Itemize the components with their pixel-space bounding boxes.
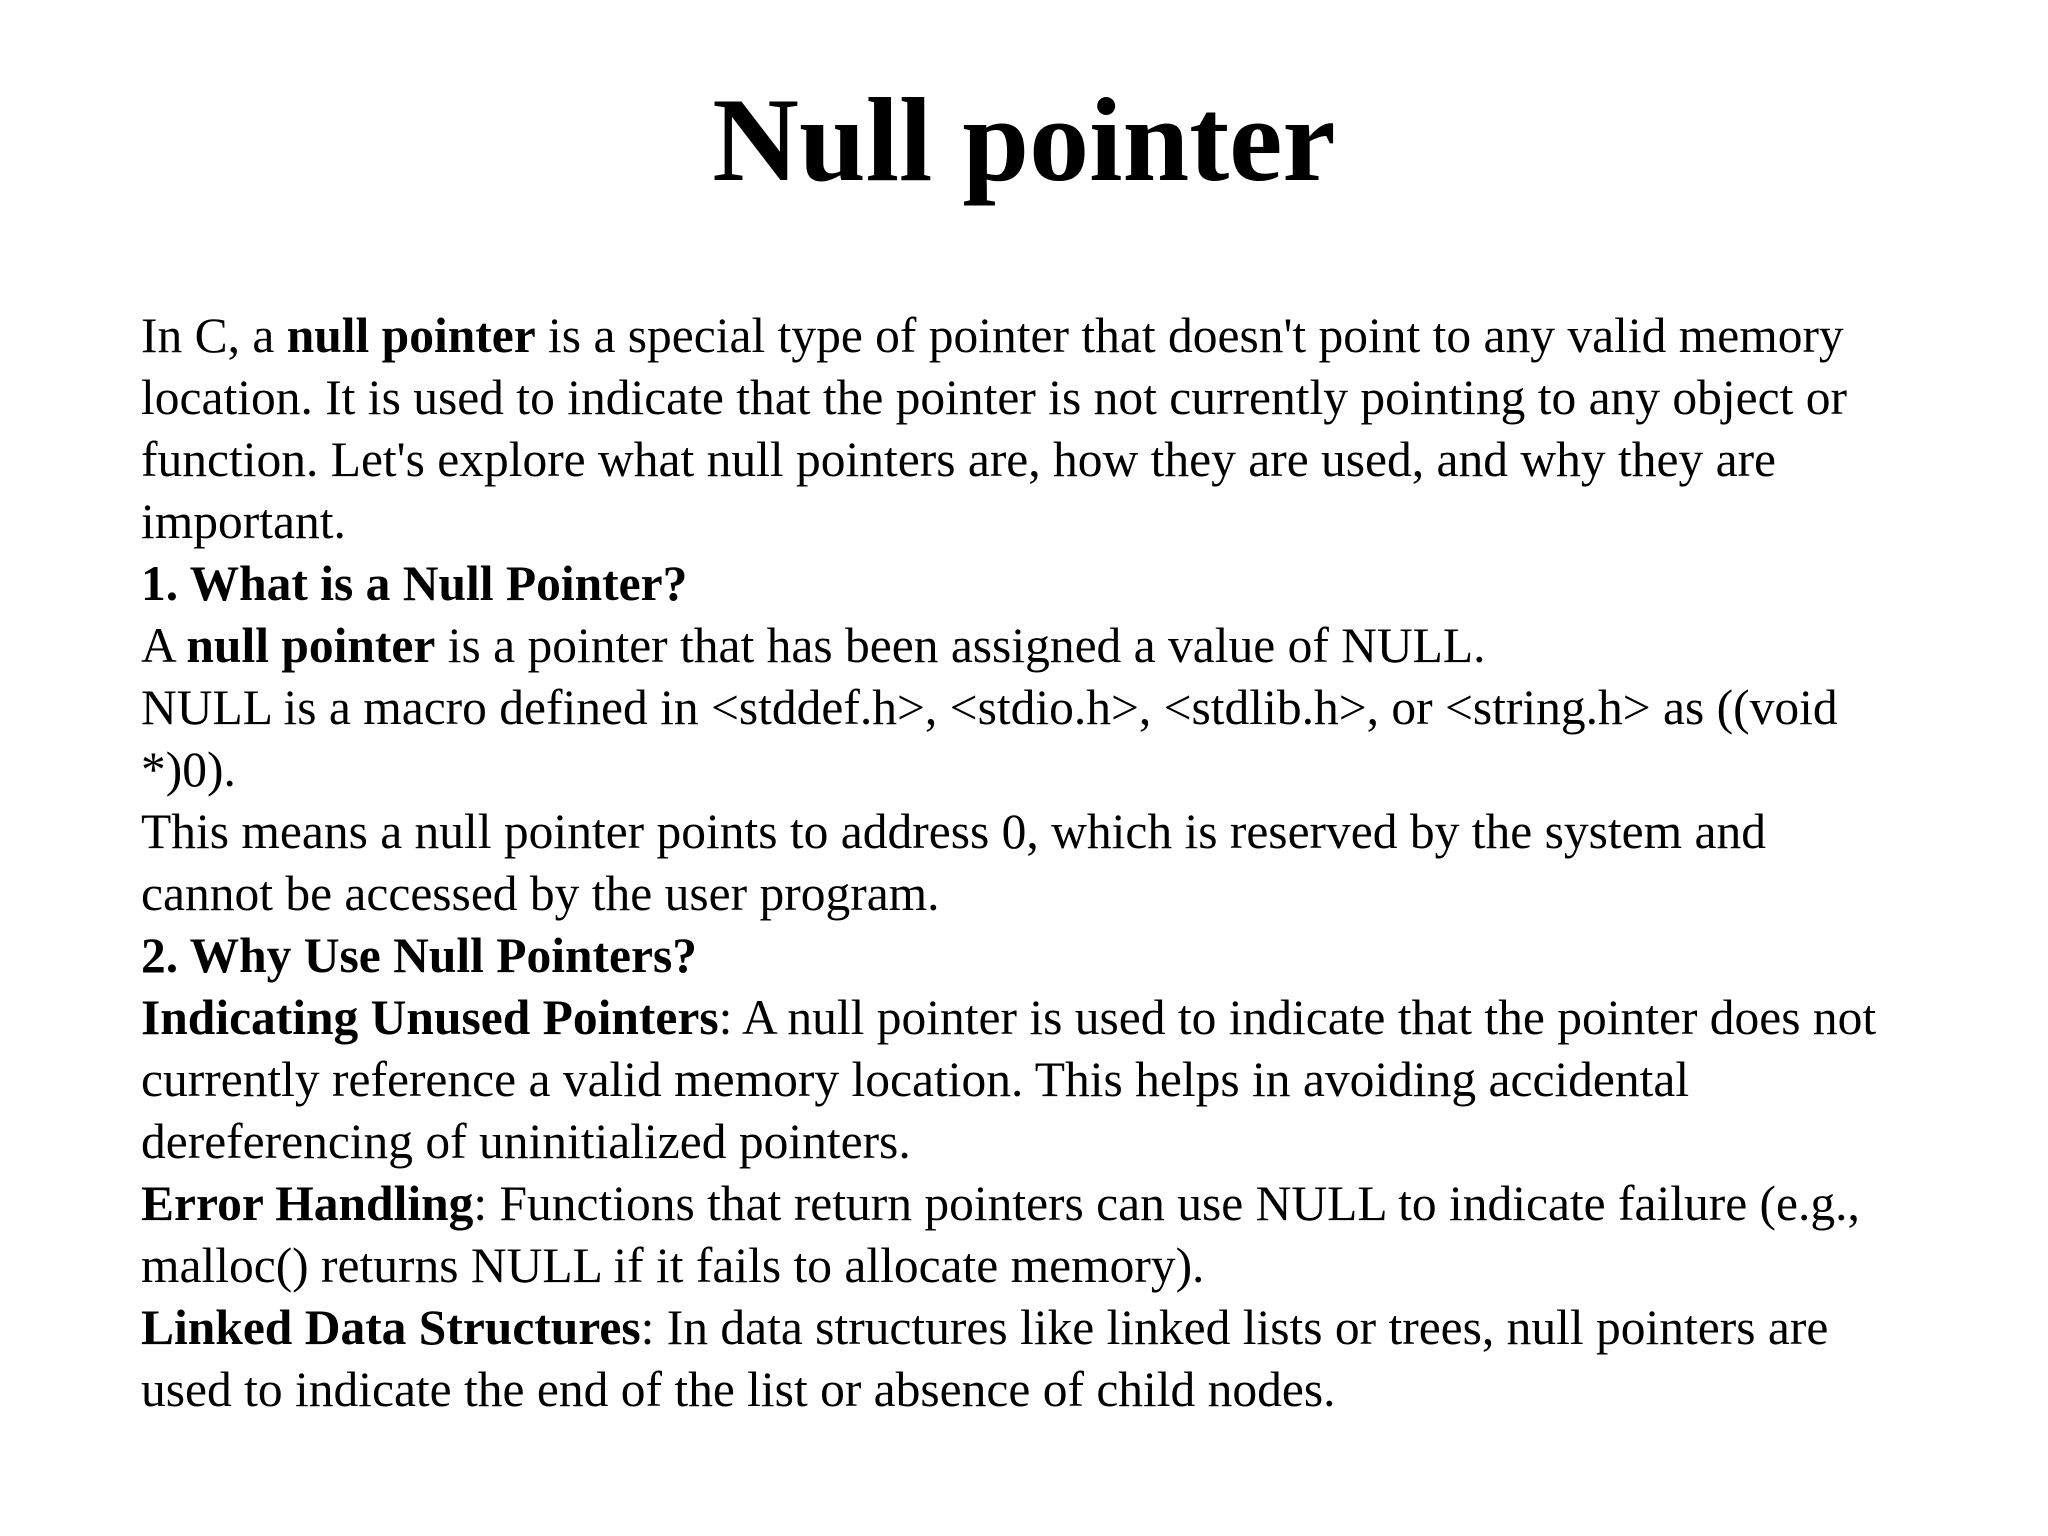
page-title: Null pointer	[712, 73, 1336, 206]
slide-body	[141, 305, 1981, 1421]
intro-line-2: location. It is used to indicate that the pointer is not currently pointing to any object or	[141, 370, 1847, 425]
address-line-1: This means a null pointer points to address 0, which is reserved by the system and	[141, 804, 1766, 859]
reason-error-handling-line-2: malloc() returns NULL if it fails to allocate memory).	[141, 1238, 1205, 1293]
reason-unused-pointers-line-1	[141, 987, 1981, 1049]
reason-unused-pointers-line-2: currently reference a valid memory location. This helps in avoiding accidental	[141, 1052, 1690, 1107]
reason-error-handling-line-1	[141, 1173, 1981, 1235]
reason-term: Indicating Unused Pointers	[141, 990, 719, 1045]
intro-term-null-pointer: null pointer	[286, 308, 536, 363]
intro-paragraph	[141, 305, 1981, 553]
section-heading: 1. What is a Null Pointer?	[141, 556, 688, 611]
intro-text: In C, a	[141, 308, 287, 363]
reason-text: : In data structures like linked lists or trees, null pointers are	[640, 1300, 1829, 1355]
reason-linked-structures-line-2: used to indicate the end of the list or absence of child nodes.	[141, 1362, 1336, 1417]
section-what-is-null-pointer	[141, 553, 1981, 925]
reason-term: Error Handling	[141, 1176, 474, 1231]
reason-term: Linked Data Structures	[141, 1300, 641, 1355]
definition-line	[141, 615, 1981, 677]
reason-unused-pointers-line-3: dereferencing of uninitialized pointers.	[141, 1114, 911, 1169]
reason-text: : Functions that return pointers can use NULL to indicate failure (e.g.,	[473, 1176, 1860, 1231]
macro-line-2: *)0).	[141, 742, 236, 797]
intro-text: is a special type of pointer that doesn't point to any valid memory	[535, 308, 1844, 363]
intro-line-1	[141, 305, 1981, 367]
section-why-use-null-pointers	[141, 925, 1981, 1421]
reason-linked-structures-line-1	[141, 1297, 1981, 1359]
section-heading: 2. Why Use Null Pointers?	[141, 928, 697, 983]
intro-line-4: important.	[141, 494, 346, 549]
reason-text: : A null pointer is used to indicate that the pointer does not	[718, 990, 1877, 1045]
definition-text: is a pointer that has been assigned a value of NULL.	[435, 618, 1486, 673]
address-line-2: cannot be accessed by the user program.	[141, 866, 940, 921]
macro-line-1: NULL is a macro defined in <stddef.h>, <stdio.h>, <stdlib.h>, or <string.h> as ((void	[141, 680, 1838, 735]
definition-text: A	[141, 618, 187, 673]
intro-line-3: function. Let's explore what null pointers are, how they are used, and why they are	[141, 432, 1777, 487]
definition-term-null-pointer: null pointer	[186, 618, 436, 673]
